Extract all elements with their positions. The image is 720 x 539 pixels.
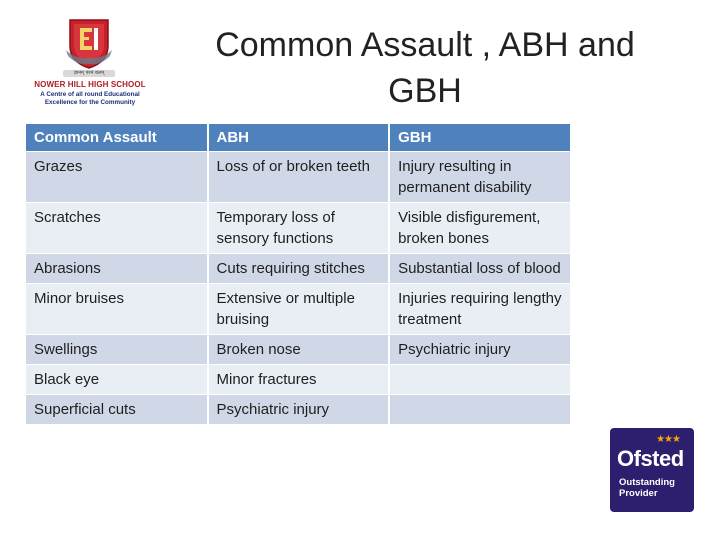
slide-title-line-2: GBH	[388, 72, 462, 110]
table-row	[26, 284, 570, 335]
table-cell: Extensive or multiple bruising	[208, 284, 390, 335]
ofsted-rating-line-1: Outstanding	[619, 477, 675, 488]
table-row	[26, 152, 570, 203]
school-name: NOWER HILL HIGH SCHOOL	[34, 80, 146, 89]
slide-title	[170, 22, 680, 114]
table-row	[26, 365, 570, 395]
crest-motto: ज्ञानम् परमं बलम्	[63, 70, 115, 77]
table-header-row	[26, 124, 570, 152]
table-row	[26, 203, 570, 254]
school-crest-icon	[64, 16, 114, 70]
offence-comparison-table	[26, 124, 570, 424]
table-cell: Black eye	[26, 365, 208, 395]
school-tagline-2: Excellence for the Community	[44, 99, 136, 106]
school-logo	[20, 14, 160, 106]
table-row	[26, 335, 570, 365]
table-cell: Scratches	[26, 203, 208, 254]
table-cell: Psychiatric injury	[208, 395, 390, 425]
table-cell: Visible disfigurement, broken bones	[389, 203, 570, 254]
ofsted-brand: Ofsted	[617, 446, 684, 471]
table-cell: Abrasions	[26, 254, 208, 284]
ofsted-stars-icon: ★★★	[656, 434, 680, 445]
table-cell: Injury resulting in permanent disability	[389, 152, 570, 203]
table-cell	[389, 395, 570, 425]
header-abh: ABH	[208, 124, 390, 152]
table-cell: Grazes	[26, 152, 208, 203]
table-cell: Minor fractures	[208, 365, 390, 395]
slide-title-line-1: Common Assault , ABH and	[215, 26, 635, 64]
ofsted-badge	[610, 428, 694, 512]
school-tagline-1: A Centre of all round Educational	[40, 91, 140, 98]
header-common-assault: Common Assault	[26, 124, 208, 152]
header-gbh: GBH	[389, 124, 570, 152]
table-cell	[389, 365, 570, 395]
ofsted-rating-line-2: Provider	[619, 488, 658, 499]
table-cell: Minor bruises	[26, 284, 208, 335]
table-cell: Swellings	[26, 335, 208, 365]
table-cell: Superficial cuts	[26, 395, 208, 425]
table-cell: Substantial loss of blood	[389, 254, 570, 284]
table-row	[26, 395, 570, 425]
table-cell: Broken nose	[208, 335, 390, 365]
table-row	[26, 254, 570, 284]
table-cell: Psychiatric injury	[389, 335, 570, 365]
table-cell: Injuries requiring lengthy treatment	[389, 284, 570, 335]
table-cell: Temporary loss of sensory functions	[208, 203, 390, 254]
table-cell: Loss of or broken teeth	[208, 152, 390, 203]
table-cell: Cuts requiring stitches	[208, 254, 390, 284]
